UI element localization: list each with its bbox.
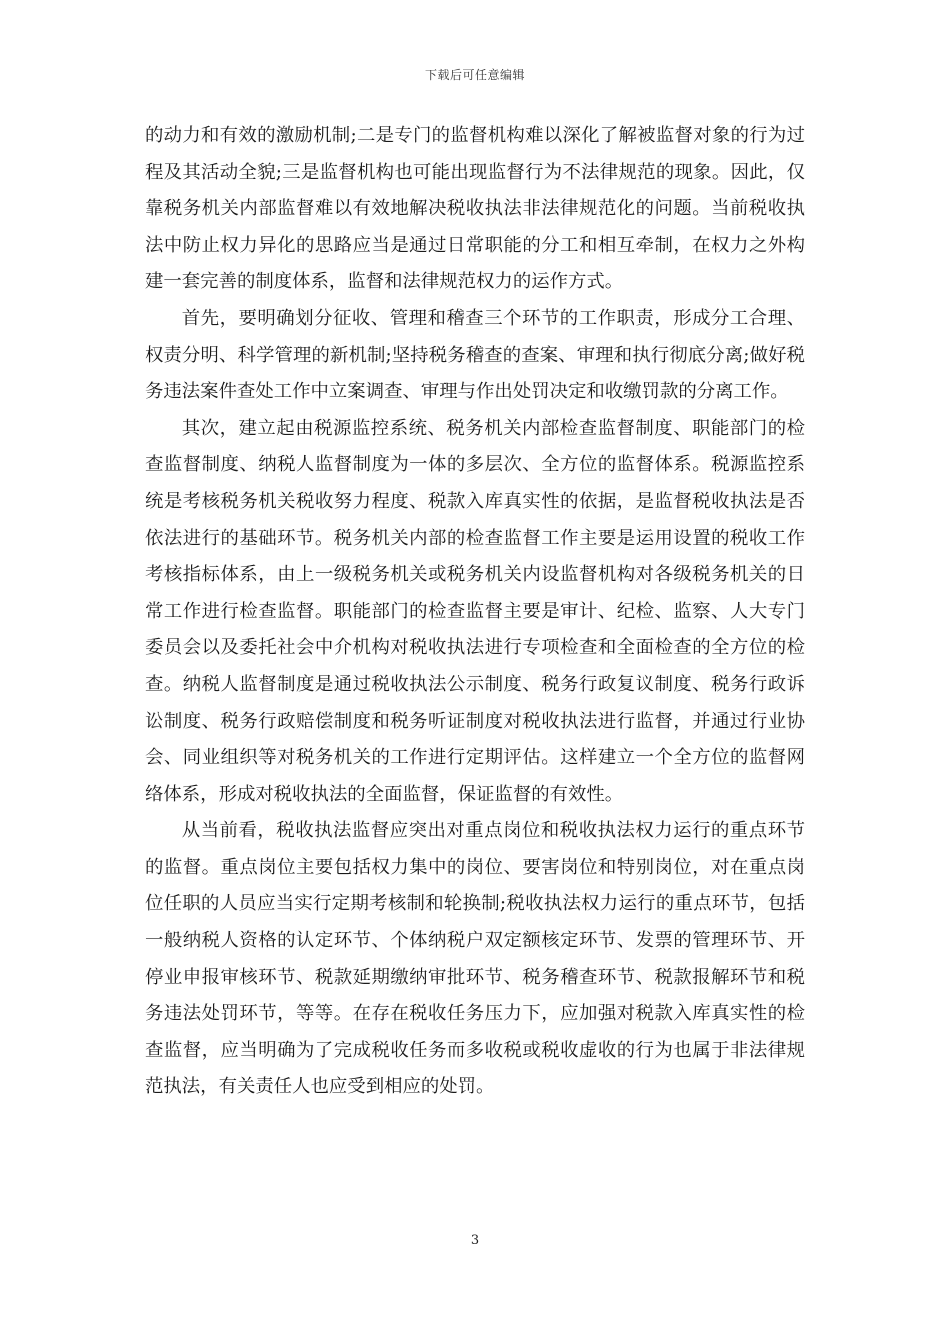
page-header: 下载后可任意编辑	[424, 68, 525, 82]
paragraph-first: 首先，要明确划分征收、管理和稽查三个环节的工作职责，形成分工合理、权责分明、科学管理的新机制;坚持税务稽查的查案、审理和执行彻底分离;做好税务违法案件查处工作中立案调查、审理与作出处罚决定和收缴罚款的分离工作。	[145, 307, 805, 403]
document-body	[145, 118, 805, 1106]
page-number: 3	[470, 1233, 480, 1248]
paragraph-current: 从当前看，税收执法监督应突出对重点岗位和税收执法权力运行的重点环节的监督。重点岗位主要包括权力集中的岗位、要害岗位和特别岗位，对在重点岗位任职的人员应当实行定期考核制和轮换制;税收执法权力运行的重点环节，包括一般纳税人资格的认定环节、个体纳税户双定额核定环节、发票的管理环节、开停业申报审核环节、税款延期缴纳审批环节、税务稽查环节、税款报解环节和税务违法处罚环节，等等。在存在税收任务压力下，应加强对税款入库真实性的检查监督，应当明确为了完成税收任务而多收税或税收虚收的行为也属于非法律规范执法，有关责任人也应受到相应的处罚。	[145, 820, 805, 1098]
paragraph-second: 其次，建立起由税源监控系统、税务机关内部检查监督制度、职能部门的检查监督制度、纳税人监督制度为一体的多层次、全方位的监督体系。税源监控系统是考核税务机关税收努力程度、税款入库真实性的依据，是监督税收执法是否依法进行的基础环节。税务机关内部的检查监督工作主要是运用设置的税收工作考核指标体系，由上一级税务机关或税务机关内设监督机构对各级税务机关的日常工作进行检查监督。职能部门的检查监督主要是审计、纪检、监察、人大专门委员会以及委托社会中介机构对税收执法进行专项检查和全面检查的全方位的检查。纳税人监督制度是通过税收执法公示制度、税务行政复议制度、税务行政诉讼制度、税务行政赔偿制度和税务听证制度对税收执法进行监督，并通过行业协会、同业组织等对税务机关的工作进行定期评估。这样建立一个全方位的监督网络体系，形成对税收执法的全面监督，保证监督的有效性。	[145, 417, 805, 805]
paragraph-continued: 的动力和有效的激励机制;二是专门的监督机构难以深化了解被监督对象的行为过程及其活动全貌;三是监督机构也可能出现监督行为不法律规范的现象。因此，仅靠税务机关内部监督难以有效地解决税收执法非法律规范化的问题。当前税收执法中防止权力异化的思路应当是通过日常职能的分工和相互牵制，在权力之外构建一套完善的制度体系，监督和法律规范权力的运作方式。	[145, 125, 805, 293]
